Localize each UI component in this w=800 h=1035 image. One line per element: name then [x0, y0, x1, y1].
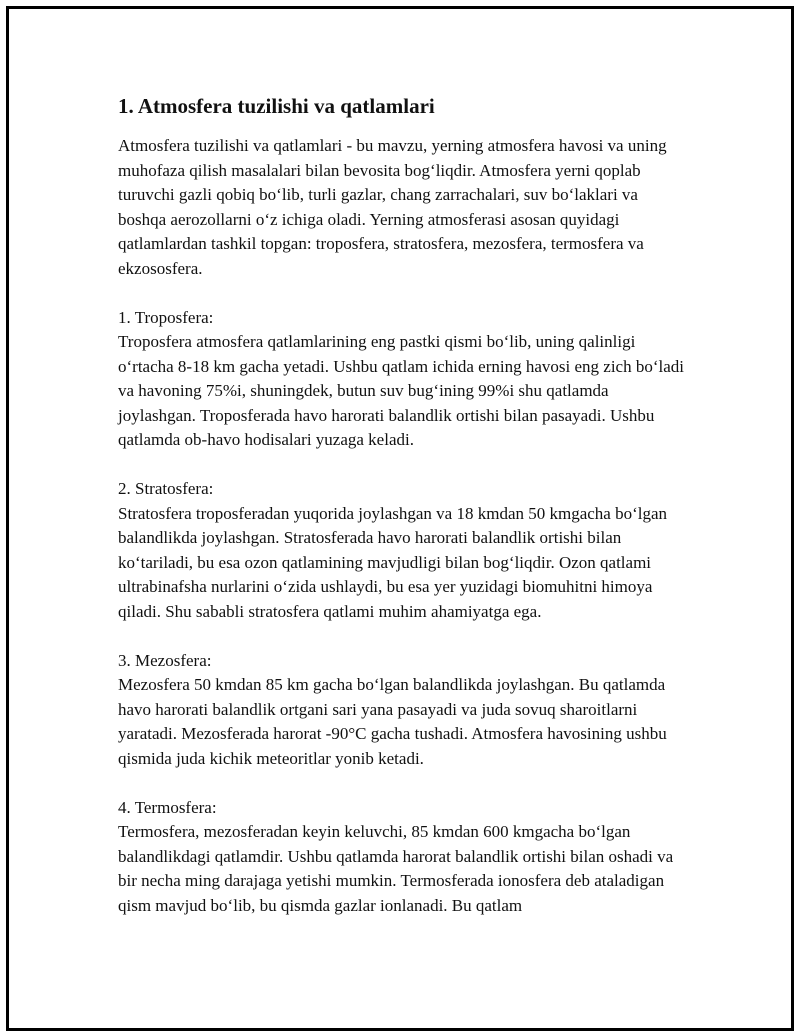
- section-text: Mezosfera 50 kmdan 85 km gacha bo‘lgan balandlikda joylashgan. Bu qatlamda havo harorati balandlik ortgani sari yana pasayadi va juda sovuq sharoitlarni yaratadi. Mezosferada harorat -90°C gacha tushadi. Atmosfera havosining ushbu qismida juda kichik meteoritlar yonib ketadi.: [118, 675, 667, 768]
- section-heading: 1. Troposfera:: [118, 307, 214, 327]
- document-title: 1. Atmosfera tuzilishi va qatlamlari: [118, 94, 435, 118]
- section-mezosfera: [118, 649, 688, 772]
- section-termosfera: [118, 796, 688, 919]
- section-text: Troposfera atmosfera qatlamlarining eng pastki qismi bo‘lib, uning qalinligi o‘rtacha 8-18 km gacha yetadi. Ushbu qatlam ichida erning havosi eng zich bo‘ladi va havoning 75%i, shuningdek, butun suv bug‘ining 99%i shu qatlamda joylashgan. Troposferada havo harorati balandlik ortishi bilan pasayadi. Ushbu qatlamda ob-havo hodisalari yuzaga keladi.: [118, 332, 685, 449]
- section-heading: 4. Termosfera:: [118, 797, 217, 817]
- section-text: Termosfera, mezosferadan keyin keluvchi, 85 kmdan 600 kmgacha bo‘lgan balandlikdagi qatlamdir. Ushbu qatlamda harorat balandlik ortishi bilan oshadi va bir necha ming darajaga yetishi mumkin. Termosferada ionosfera deb ataladigan qism mavjud bo‘lib, bu qismda gazlar ionlanadi. Bu qatlam: [118, 822, 674, 915]
- document-body: [118, 92, 688, 943]
- intro-paragraph: Atmosfera tuzilishi va qatlamlari - bu mavzu, yerning atmosfera havosi va uning muhofaza qilish masalalari bilan bevosita bog‘liqdir. Atmosfera yerni qoplab turuvchi gazli qobiq bo‘lib, turli gazlar, chang zarrachalari, suv bo‘laklari va boshqa aerozollarni o‘z ichiga oladi. Yerning atmosferasi asosan quyidagi qatlamlardan tashkil topgan: troposfera, stratosfera, mezosfera, termosfera va ekzososfera.: [118, 136, 667, 278]
- section-troposfera: [118, 306, 688, 453]
- section-text: Stratosfera troposferadan yuqorida joylashgan va 18 kmdan 50 kmgacha bo‘lgan balandlikda joylashgan. Stratosferada havo harorati balandlik ortishi bilan ko‘tariladi, bu esa ozon qatlamining mavjudligi bilan bog‘liqdir. Ozon qatlami ultrabinafsha nurlarini o‘zida ushlaydi, bu esa yer yuzidagi biomuhitni himoya qiladi. Shu sababli stratosfera qatlami muhim ahamiyatga ega.: [118, 503, 668, 621]
- section-stratosfera: [118, 477, 688, 624]
- section-heading: 3. Mezosfera:: [118, 650, 212, 670]
- section-heading: 2. Stratosfera:: [118, 479, 214, 498]
